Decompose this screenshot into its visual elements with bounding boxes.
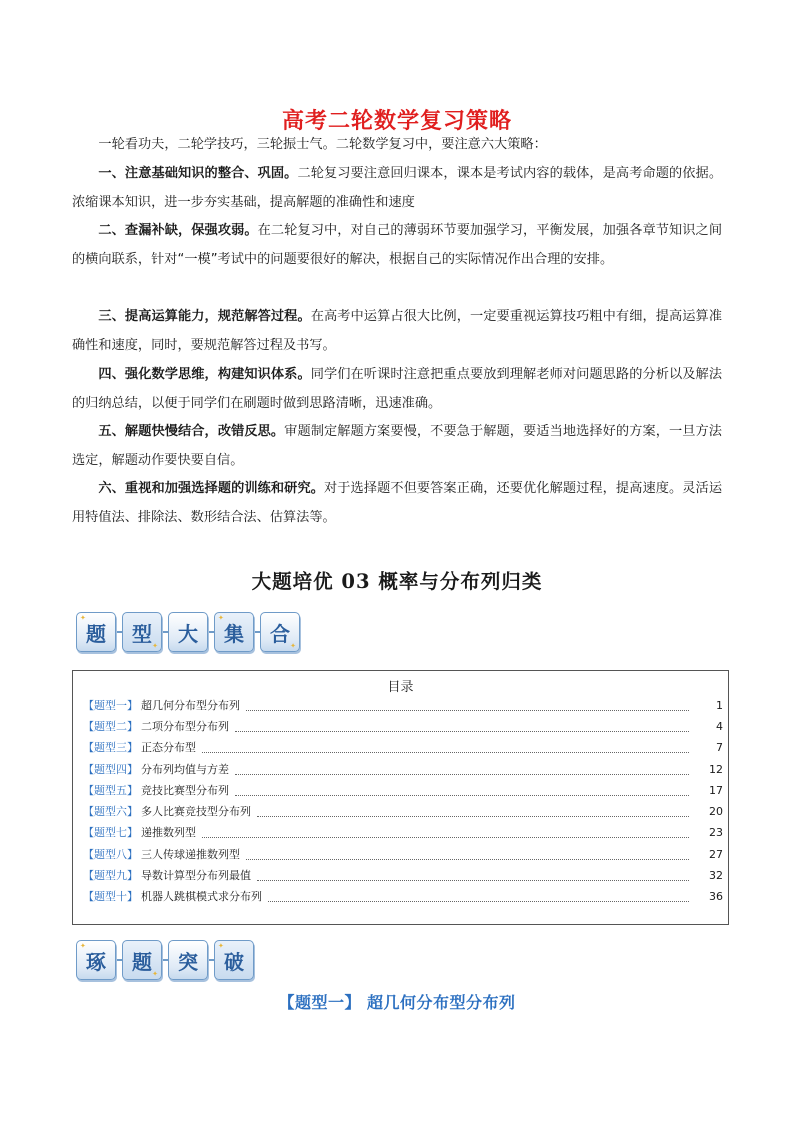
toc-leader-dots [257,806,689,817]
toc-type-tag: 【题型四】 [83,763,138,776]
toc-leader-dots [257,870,689,881]
toc-type-tag: 【题型一】 [83,699,138,712]
toc-entry-text: 三人传球递推数列型 [141,848,240,861]
sparkle-icon: ✦ [80,614,86,622]
toc-page-number: 1 [716,698,723,712]
sparkle-icon: ✦ [152,970,158,978]
toc-entry-text: 分布列均值与方差 [141,763,229,776]
toc-row[interactable] [83,802,723,820]
toc-page-number: 7 [716,740,723,754]
toc-row[interactable] [83,696,723,714]
strategy-text: 在二轮复习中，对自己的薄弱环节要加强学习，平衡发展，加强各章节知识之间的横向联系，针对“一模”考试中的问题要很好的解决，根据自己的实际情况作出合理的安排。 [72,223,723,267]
toc-type-tag: 【题型九】 [83,869,138,882]
question-type-heading: 【题型一】 超几何分布型分布列 [278,993,516,1012]
toc-row[interactable] [83,781,723,799]
strategy-heading: 四、强化数学思维，构建知识体系。 [98,367,311,382]
toc-leader-dots [202,827,689,838]
strategy-heading: 二、查漏补缺，保强攻弱。 [98,223,258,238]
toc-type-tag: 【题型六】 [83,805,138,818]
banner-tile: 题 ✦ [122,940,162,980]
sparkle-icon: ✦ [152,642,158,650]
toc-page-number: 36 [709,889,723,903]
toc-row[interactable] [83,823,723,841]
strategy-text: 同学们在听课时注意把重点要放到理解老师对问题思路的分析以及解法的归纳总结，以便于同学们在刷题时做到思路清晰，迅速准确。 [72,367,723,411]
toc-entry-text: 正态分布型 [141,741,196,754]
toc-entry-text: 多人比赛竞技型分布列 [141,805,251,818]
toc-page-number: 17 [709,783,723,797]
toc-row[interactable] [83,866,723,884]
strategy-text: 审题制定解题方案要慢，不要急于解题，要适当地选择好的方案，一旦方法选定，解题动作要快要自信。 [72,424,722,468]
toc-leader-dots [246,849,689,860]
toc-leader-dots [202,742,689,753]
banner-tile: ✦ 琢 [76,940,116,980]
strategy-paragraph-5 [72,418,722,475]
toc-page-number: 27 [709,847,723,861]
toc-leader-dots [268,891,689,902]
toc-type-tag: 【题型十】 [83,890,138,903]
toc-leader-dots [235,764,689,775]
toc-page-number: 12 [709,762,723,776]
strategy-paragraph-1 [72,160,722,217]
toc-page-number: 32 [709,868,723,882]
toc-row[interactable] [83,845,723,863]
sparkle-icon: ✦ [218,942,224,950]
banner-problem-breakthrough [76,940,254,980]
toc-leader-dots [246,700,689,711]
strategy-paragraph-3 [72,303,722,360]
banner-tile: ✦ 破 [214,940,254,980]
toc-row[interactable] [83,717,723,735]
banner-tile: ✦ 题 [76,612,116,652]
toc-type-tag: 【题型五】 [83,784,138,797]
toc-type-tag: 【题型七】 [83,826,138,839]
toc-entry-text: 超几何分布型分布列 [141,699,240,712]
banner-tile: 大 [168,612,208,652]
strategy-heading: 五、解题快慢结合，改错反思。 [98,424,285,439]
strategy-paragraph-6 [72,475,722,532]
toc-row[interactable] [83,887,723,905]
toc-leader-dots [235,721,689,732]
section-title: 大题培优 03 概率与分布列归类 [251,570,543,593]
sparkle-icon: ✦ [218,614,224,622]
toc-entry-text: 二项分布型分布列 [141,720,229,733]
sparkle-icon: ✦ [80,942,86,950]
banner-tile: 型 ✦ [122,612,162,652]
toc-entry-text: 竞技比赛型分布列 [141,784,229,797]
page-title: 高考二轮数学复习策略 [281,109,512,134]
banner-question-types [76,612,300,652]
toc-page-number: 4 [716,719,723,733]
strategy-heading: 三、提高运算能力，规范解答过程。 [98,309,311,324]
toc-title: 目录 [387,680,414,695]
table-of-contents [72,670,729,925]
banner-tile: ✦ 集 [214,612,254,652]
toc-type-tag: 【题型三】 [83,741,138,754]
strategy-text: 对于选择题不但要答案正确，还要优化解题过程，提高速度。灵活运用特值法、排除法、数形结合法、估算法等。 [72,481,723,525]
toc-entry-text: 机器人跳棋模式求分布列 [141,890,262,903]
strategy-text: 在高考中运算占很大比例，一定要重视运算技巧粗中有细，提高运算准确性和速度，同时，要规范解答过程及书写。 [72,309,723,353]
strategy-paragraph-2 [72,217,722,274]
strategy-paragraph-4 [72,361,722,418]
banner-tile: 突 [168,940,208,980]
sparkle-icon: ✦ [290,642,296,650]
strategy-heading: 一、注意基础知识的整合、巩固。 [98,166,298,181]
toc-page-number: 23 [709,825,723,839]
toc-leader-dots [235,785,689,796]
toc-page-number: 20 [709,804,723,818]
toc-type-tag: 【题型八】 [83,848,138,861]
toc-entry-text: 导数计算型分布列最值 [141,869,251,882]
banner-tile: 合 ✦ [260,612,300,652]
toc-row[interactable] [83,738,723,756]
strategy-heading: 六、重视和加强选择题的训练和研究。 [98,481,324,496]
toc-entry-text: 递推数列型 [141,826,196,839]
intro-paragraph: 一轮看功夫，二轮学技巧，三轮振士气。二轮数学复习中，要注意六大策略： [98,137,547,152]
strategy-text: 二轮复习要注意回归课本，课本是考试内容的载体，是高考命题的依据。浓缩课本知识，进一步夯实基础，提高解题的准确性和速度 [72,166,723,210]
toc-type-tag: 【题型二】 [83,720,138,733]
toc-row[interactable] [83,760,723,778]
